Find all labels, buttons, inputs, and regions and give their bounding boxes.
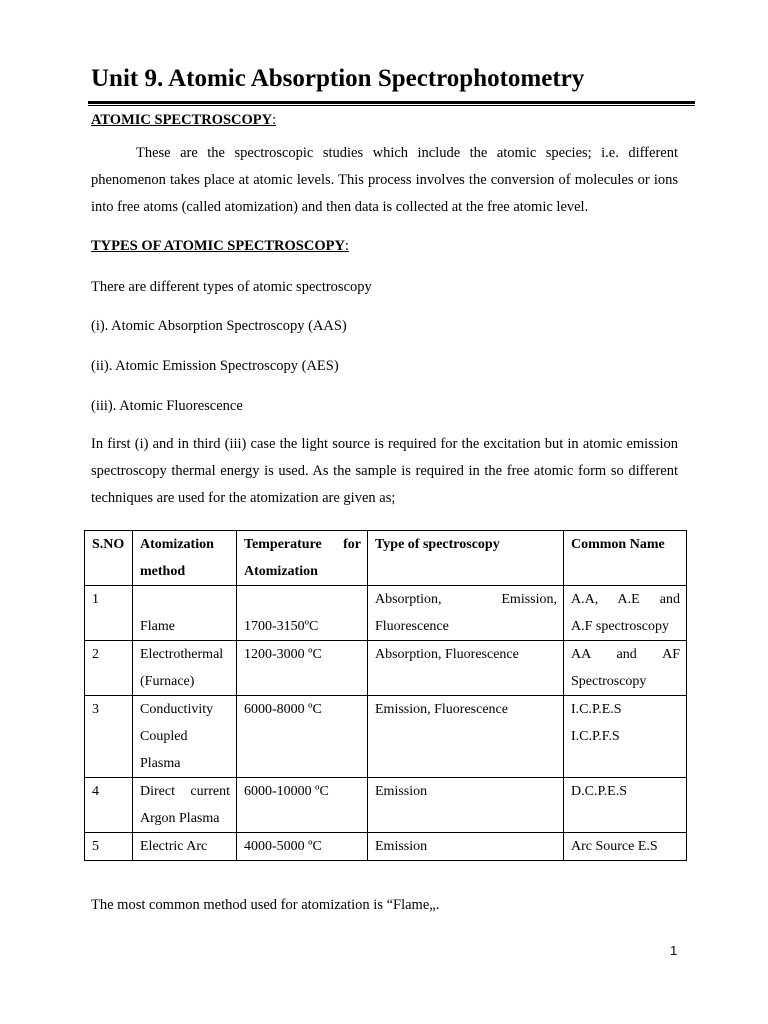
page-title: Unit 9. Atomic Absorption Spectrophotometry	[91, 65, 585, 92]
cell-sno: 1	[85, 586, 133, 641]
cell-type: Emission, Fluorescence	[368, 696, 564, 778]
atomization-table	[84, 530, 687, 861]
cell-temperature: 6000-8000 ºC	[237, 696, 368, 778]
intro-paragraph: These are the spectroscopic studies which include the atomic species; i.e. different phenomenon takes place at atomic levels. This process involves the conversion of molecules or ions into free atoms (called atomization) and then data is collected at the free atomic level.	[91, 145, 678, 215]
title-underline	[88, 101, 695, 104]
type-item-aas: (i). Atomic Absorption Spectroscopy (AAS)	[91, 318, 347, 334]
header-common-name: Common Name	[564, 531, 687, 586]
cell-type: Absorption, Emission, Fluorescence	[368, 586, 564, 641]
section-heading-types: TYPES OF ATOMIC SPECTROSCOPY:	[91, 238, 349, 254]
cell-common-name: AA and AF Spectroscopy	[564, 641, 687, 696]
cell-sno: 5	[85, 833, 133, 861]
cell-type: Emission	[368, 778, 564, 833]
cell-type: Emission	[368, 833, 564, 861]
cell-method: Electric Arc	[133, 833, 237, 861]
atomization-paragraph: In first (i) and in third (iii) case the light source is required for the excitation but in atomic emission spectroscopy thermal energy is used. As the sample is required in the free atomic form so different techniques are used for the atomization are given as;	[91, 436, 678, 506]
page-number: 1	[670, 943, 678, 958]
header-sno: S.NO	[85, 531, 133, 586]
cell-common-name: Arc Source E.S	[564, 833, 687, 861]
cell-temperature: 1700-3150ºC	[237, 586, 368, 641]
header-type: Type of spectroscopy	[368, 531, 564, 586]
cell-method: Conductivity Coupled Plasma	[133, 696, 237, 778]
cell-type: Absorption, Fluorescence	[368, 641, 564, 696]
title-underline-thin	[88, 105, 695, 106]
header-method: Atomization method	[133, 531, 237, 586]
table-row	[85, 641, 687, 696]
table-row	[85, 778, 687, 833]
type-item-af: (iii). Atomic Fluorescence	[91, 398, 243, 414]
table-row	[85, 586, 687, 641]
cell-temperature: 6000-10000 ºC	[237, 778, 368, 833]
table-row	[85, 696, 687, 778]
types-intro: There are different types of atomic spectroscopy	[91, 279, 372, 295]
cell-sno: 3	[85, 696, 133, 778]
table-row	[85, 833, 687, 861]
header-temperature: Temperature for Atomization	[237, 531, 368, 586]
cell-common-name: D.C.P.E.S	[564, 778, 687, 833]
type-item-aes: (ii). Atomic Emission Spectroscopy (AES)	[91, 358, 339, 374]
conclusion-sentence: The most common method used for atomization is “Flame„.	[91, 897, 440, 913]
cell-temperature: 4000-5000 ºC	[237, 833, 368, 861]
cell-temperature: 1200-3000 ºC	[237, 641, 368, 696]
section-heading-atomic-spectroscopy: ATOMIC SPECTROSCOPY:	[91, 112, 277, 128]
table-header-row	[85, 531, 687, 586]
cell-sno: 2	[85, 641, 133, 696]
cell-method: Direct current Argon Plasma	[133, 778, 237, 833]
cell-method: Electrothermal (Furnace)	[133, 641, 237, 696]
cell-method: Flame	[133, 586, 237, 641]
cell-common-name: A.A, A.E and A.F spectroscopy	[564, 586, 687, 641]
cell-sno: 4	[85, 778, 133, 833]
cell-common-name: I.C.P.E.S I.C.P.F.S	[564, 696, 687, 778]
